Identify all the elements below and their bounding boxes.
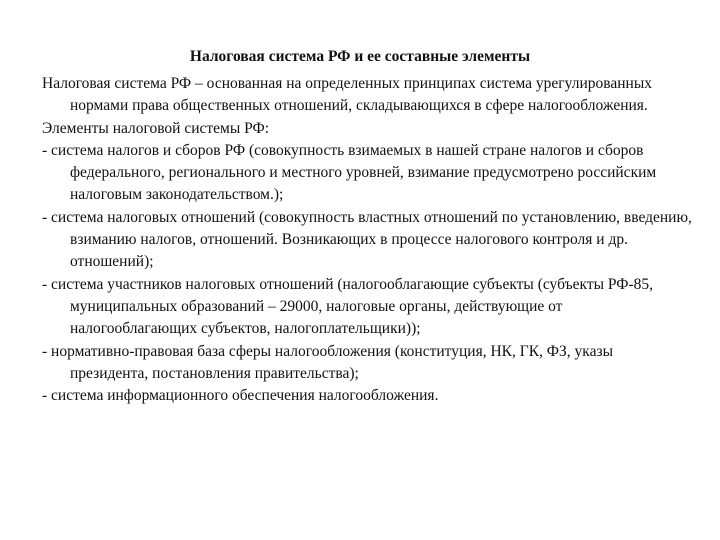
list-item-legal-base: - нормативно-правовая база сферы налогообложения (конституция, НК, ГК, ФЗ, указы президента, постановления правительства); [42,342,614,382]
definition-paragraph: Налоговая система РФ – основанная на определенных принципах система урегулированных нормами права общественных отношений, складывающихся в сфере налогообложения. [42,75,653,115]
document-body [42,73,692,407]
page-title: Налоговая система РФ и ее составные элементы [189,48,531,65]
list-item-tax-relations: - система налоговых отношений (совокупность властных отношений по установлению, введению, взиманию налогов, отношений. Возникающих в процессе налогового контроля и др. отношений); [42,208,692,271]
elements-heading: Элементы налоговой системы РФ: [42,119,270,137]
list-item-tax-system: - система налогов и сборов РФ (совокупность взимаемых в нашей стране налогов и сборов федерального, регионального и местного уровней, взимание предусмотрено российским налоговым законодательством.); [42,141,657,204]
list-item-participants: - система участников налоговых отношений (налогооблагающие субъекты (субъекты РФ-85, муниципальных образований – 29000, налоговые органы, действующие от налогооблагающих субъектов, налогоплательщики)); [42,275,654,338]
list-item-information-support: - система информационного обеспечения налогообложения. [42,387,439,405]
